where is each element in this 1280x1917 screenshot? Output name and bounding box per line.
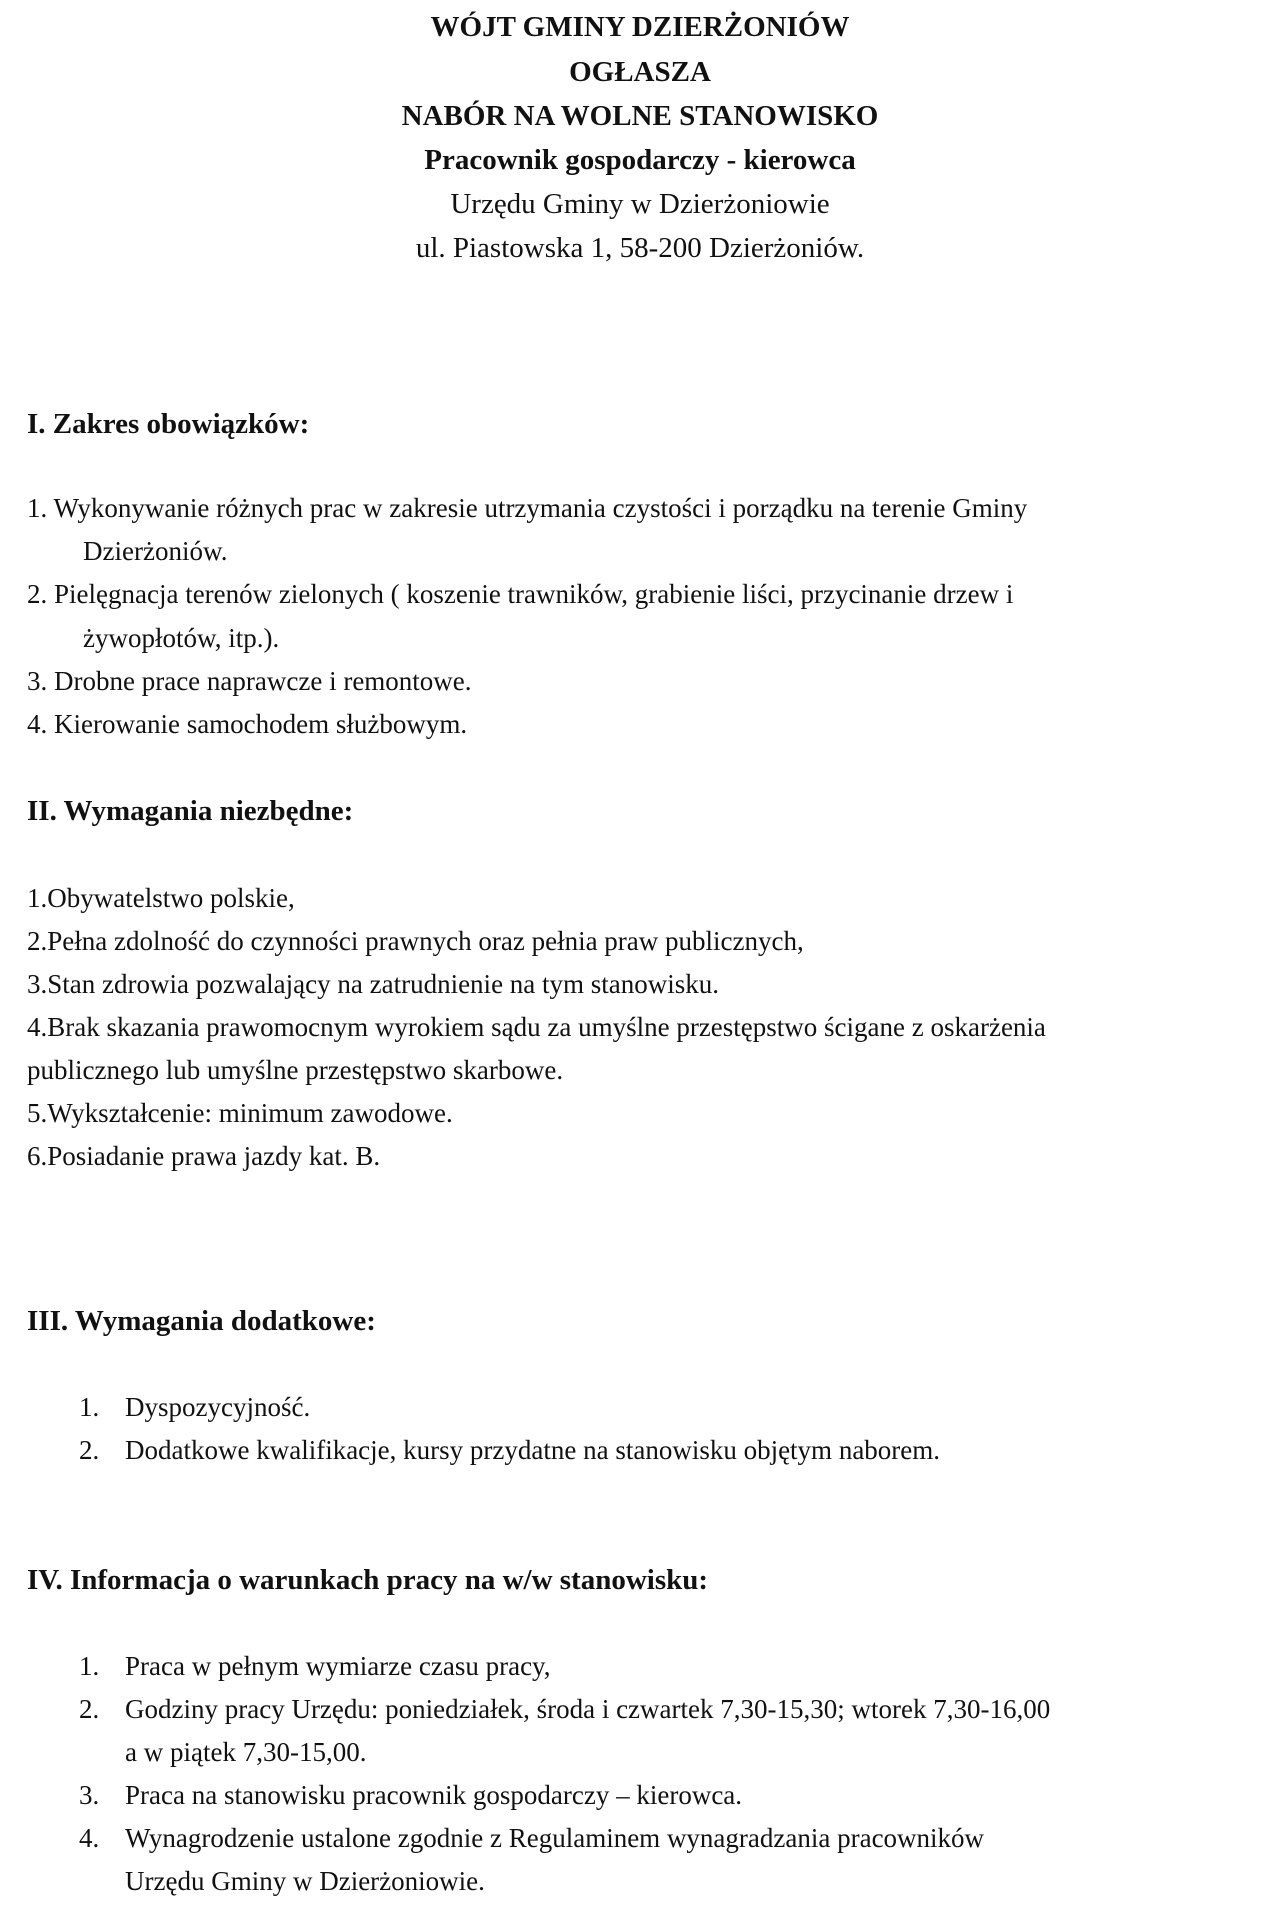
additional-item: Dyspozycyjność. <box>125 1392 311 1422</box>
duty-line: 1. Wykonywanie różnych prac w zakresie utrzymania czystości i porządku na terenie Gminy <box>27 493 1028 523</box>
requirement-line: 5.Wykształcenie: minimum zawodowe. <box>27 1098 453 1128</box>
condition-item: Praca w pełnym wymiarze czasu pracy, <box>125 1651 551 1681</box>
office-name: Urzędu Gminy w Dzierżoniowie <box>450 188 830 220</box>
list-number: 2. <box>79 1694 100 1724</box>
list-number: 1. <box>79 1392 100 1422</box>
duty-line: 4. Kierowanie samochodem służbowym. <box>27 709 468 739</box>
list-number: 3. <box>79 1780 100 1810</box>
requirement-line: 4.Brak skazania prawomocnym wyrokiem sądu za umyślne przestępstwo ścigane z oskarżenia <box>27 1012 1046 1042</box>
duty-line: 2. Pielęgnacja terenów zielonych ( koszenie trawników, grabienie liści, przycinanie drzew i <box>27 579 1014 609</box>
section-additional-title: III. Wymagania dodatkowe: <box>27 1305 376 1337</box>
condition-item-continued: Urzędu Gminy w Dzierżoniowie. <box>125 1866 485 1896</box>
condition-item: Godziny pracy Urzędu: poniedziałek, środa i czwartek 7,30-15,30; wtorek 7,30-16,00 <box>125 1694 1051 1724</box>
list-number: 2. <box>79 1435 100 1465</box>
announces-heading: OGŁASZA <box>569 56 711 88</box>
requirement-line: 2.Pełna zdolność do czynności prawnych oraz pełnia praw publicznych, <box>27 926 804 956</box>
duty-line: 3. Drobne prace naprawcze i remontowe. <box>27 666 472 696</box>
authority-title: WÓJT GMINY DZIERŻONIÓW <box>430 11 850 43</box>
additional-item: Dodatkowe kwalifikacje, kursy przydatne na stanowisku objętym naborem. <box>125 1435 941 1465</box>
requirement-line: 1.Obywatelstwo polskie, <box>27 883 295 913</box>
office-address: ul. Piastowska 1, 58-200 Dzierżoniów. <box>415 232 865 264</box>
section-requirements-title: II. Wymagania niezbędne: <box>27 795 354 827</box>
section-duties-title: I. Zakres obowiązków: <box>27 408 310 440</box>
duty-line: Dzierżoniów. <box>83 536 228 566</box>
condition-item-continued: a w piątek 7,30-15,00. <box>125 1737 367 1767</box>
requirement-line: publicznego lub umyślne przestępstwo skarbowe. <box>27 1055 564 1085</box>
requirement-line: 3.Stan zdrowia pozwalający na zatrudnienie na tym stanowisku. <box>27 969 720 999</box>
list-number: 1. <box>79 1651 100 1681</box>
section-conditions-title: IV. Informacja o warunkach pracy na w/w stanowisku: <box>27 1564 709 1596</box>
position-title: Pracownik gospodarczy - kierowca <box>424 144 856 176</box>
duty-line: żywopłotów, itp.). <box>83 623 280 653</box>
condition-item: Wynagrodzenie ustalone zgodnie z Regulaminem wynagradzania pracowników <box>125 1823 985 1853</box>
condition-item: Praca na stanowisku pracownik gospodarczy – kierowca. <box>125 1780 743 1810</box>
requirement-line: 6.Posiadanie prawa jazdy kat. B. <box>27 1141 381 1171</box>
list-number: 4. <box>79 1823 100 1853</box>
recruitment-heading: NABÓR NA WOLNE STANOWISKO <box>401 100 879 132</box>
